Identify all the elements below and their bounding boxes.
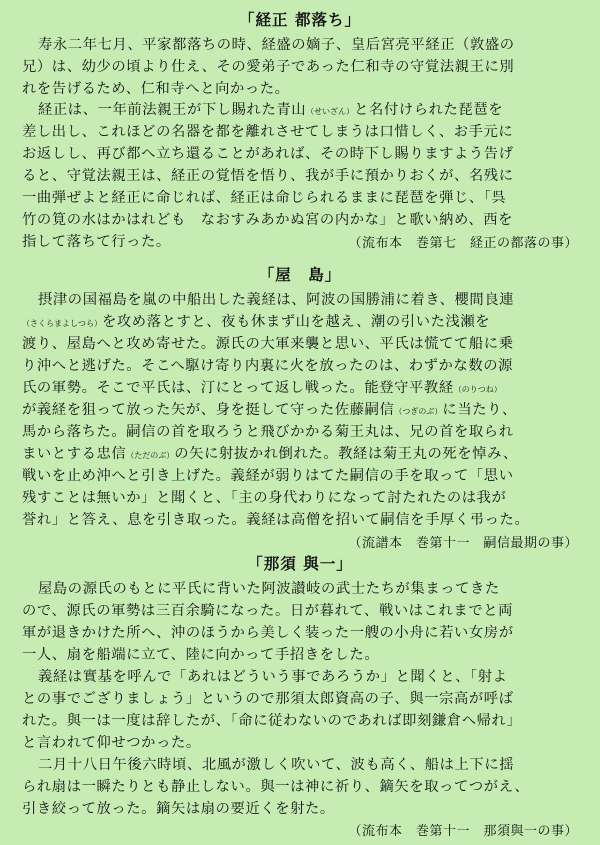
source-citation: （流布本 巻第十一 那須與一の事） [348,824,578,839]
text-line: 竹の筧の水はかはれども なおすみあかぬ宮の内かな」と歌い納め、西を [22,212,514,228]
section-title-yashima: 「屋 島」 [258,265,342,284]
text-line: 馬から落ちた。嗣信の首を取ろうと飛びかかる菊王丸は、兄の首を取られ [22,424,514,440]
text-line: 経正は、一年前法親王が下し賜れた青山（せいざん）と名付けられた琵琶を [38,102,504,118]
source-citation: （流譜本 巻第十一 嗣信最期の事） [348,536,578,551]
text-line: まいとする忠信（ただのぶ）の矢に射抜かれ倒れた。教経は菊王丸の死を悼み、 [22,446,518,462]
text-line: が義経を狙って放った矢が、身を挺して守った佐藤嗣信（つぎのぶ）に当たり、 [22,402,517,418]
text-line: 兄）は、幼少の頃より仕え、その愛弟子であった仁和寺の守覚法親王に別 [22,59,515,75]
text-line: 残すことは無いか」と聞くと、「主の身代わりになって討たれたのは我が [22,490,507,506]
ruby-annotation: （のりつね） [453,385,502,394]
text-line: 誉れ」と答え、息を引き取った。義経は高僧を招いて嗣信を手厚く弔った。 [22,512,530,528]
text-line: との事でござりましょう」というので那須太郎資高の子、與一宗高が呼ば [22,691,514,707]
text-line: と言われて仰せつかった。 [22,735,201,751]
text-line: ると、守覚法親王は、経正の覚悟を悟り、我が手に預かりおくが、名残に [22,168,514,184]
ruby-annotation: （ただのぶ） [126,451,175,460]
text-line: 一人、扇を船端に立て、陸に向かって手招きをした。 [22,647,380,663]
text-line: 一曲弾ぜよと経正に命じれば、経正は命じられるままに琵琶を弾じ、「呉 [22,190,507,206]
ruby-annotation: （つぎのぶ） [394,407,443,416]
text-line: れた。與一は一度は辞したが、「命に従わないのであれば即刻鎌倉へ帰れ」 [22,713,522,729]
section-title-tsunemasa: 「経正 都落ち」 [239,10,361,29]
text-line: （さくらまよしつら）を攻め落とすと、夜も休まず山を越え、潮の引いた浅瀬を [22,314,491,330]
text-line: 差し出し、これほどの名器を都を離れさせてしまうは口惜しく、お手元に [22,124,514,140]
text-line: お返しし、再び都へ立ち還ることがあれば、その時下し賜りますよう告げ [22,146,514,162]
section-title-nasu-yoichi: 「那須 與一」 [247,554,353,573]
text-line: 渡り、屋島へと攻め寄せた。源氏の大軍来襲と思い、平氏は慌てて船に乗 [22,336,514,352]
ruby-annotation: （さくらまよしつら） [22,319,102,328]
text-line: 屋島の源氏のもとに平氏に背いた阿波讃岐の武士たちが集まってきた [38,581,500,597]
text-line: られ扇は一瞬たりとも静止しない。與一は神に祈り、鏑矢を取ってつがえ、 [22,779,530,795]
text-line: 指して落ちて行った。 [22,234,171,250]
text-line: り沖へと逃げた。そこへ駆け寄り内裏に火を放ったのは、わずかな数の源 [22,358,514,374]
text-line: 引き絞って放った。鏑矢は扇の要近くを射た。 [22,801,335,817]
text-line: 軍が退きかけた所へ、沖のほうから美しく装った一艘の小舟に若い女房が [22,625,514,641]
text-line: 氏の軍勢。そこで平氏は、汀にとって返し戦った。能登守平教経（のりつね） [22,380,502,396]
text-line: ので、源氏の軍勢は三百余騎になった。日が暮れて、戦いはこれまでと両 [22,603,514,619]
text-line: 義経は實基を呼んで「あれはどういう事であろうか」と聞くと、「射よ [38,669,508,685]
source-citation: （流布本 巻第七 経正の都落の事） [348,236,578,251]
ruby-annotation: （せいざん） [306,107,355,116]
text-line: 摂津の国福島を嵐の中船出した義経は、阿波の国勝浦に着き、櫻間良連 [38,292,515,308]
text-line: 戦いを止め沖へと引き上げた。義経が弱りはてた嗣信の手を取って「思い [22,468,514,484]
text-line: れを告げるため、仁和寺へと向かった。 [22,81,290,97]
text-line: 寿永二年七月、平家都落ちの時、経盛の嫡子、皇后宮亮平経正（敦盛の [38,37,515,53]
text-line: 二月十八日午後六時頃、北風が激しく吹いて、波も高く、船は上下に揺 [38,757,515,773]
